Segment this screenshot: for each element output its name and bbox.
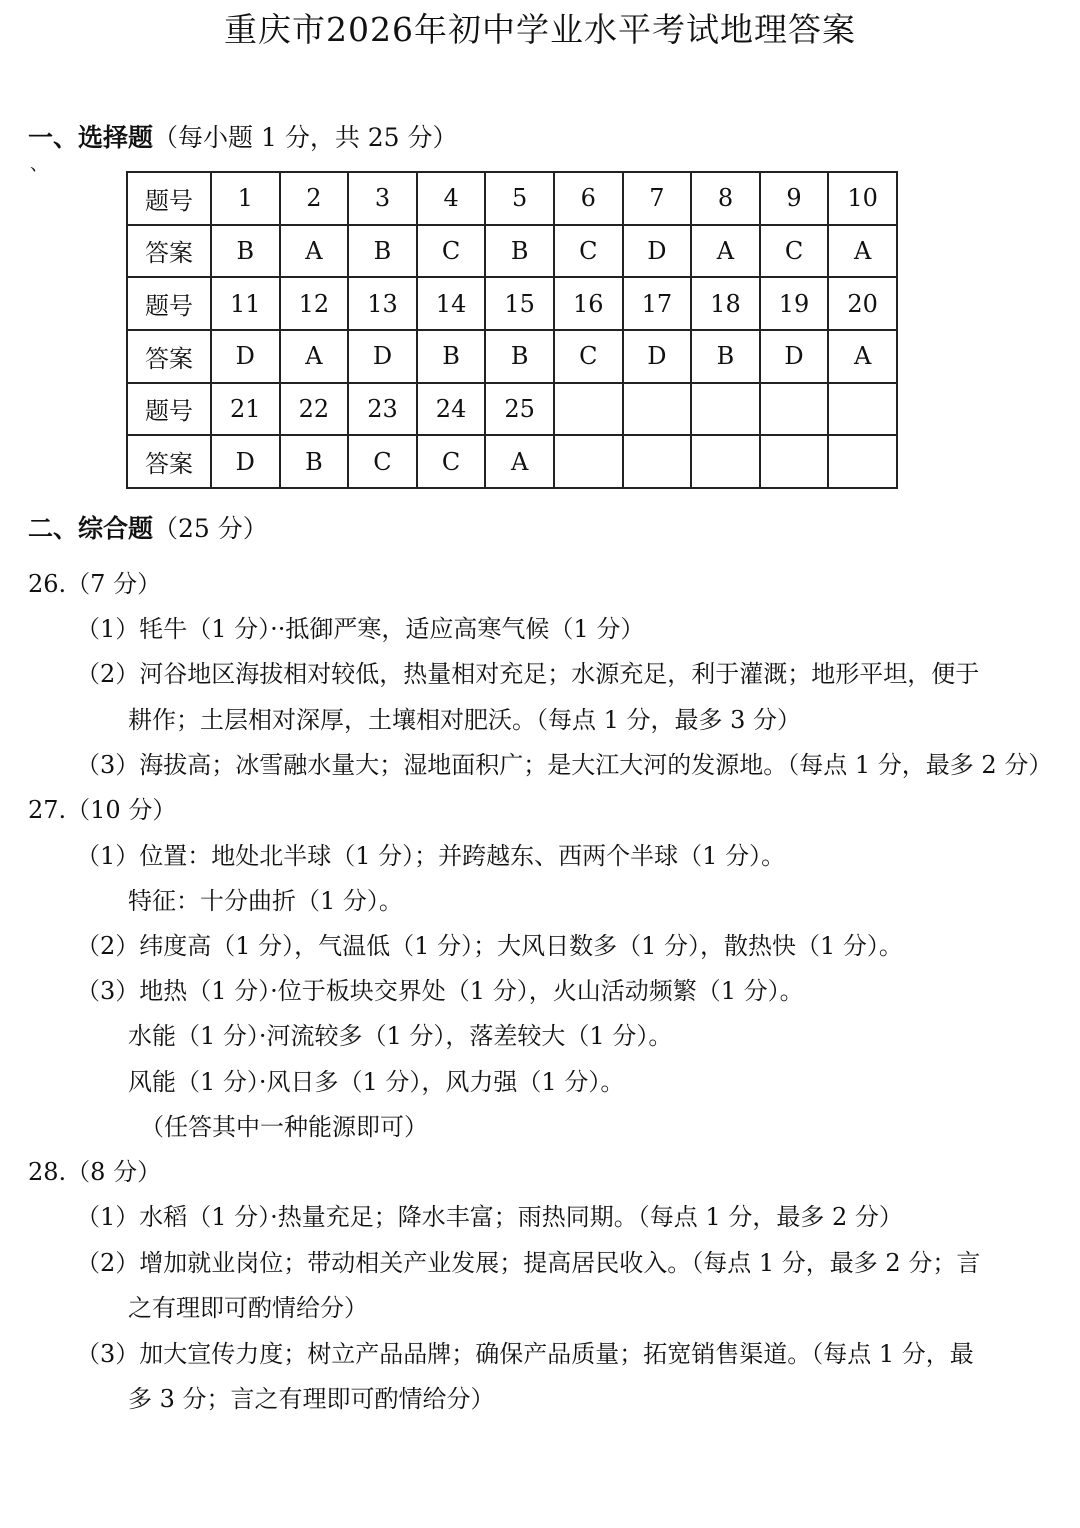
table-row xyxy=(127,277,897,330)
question-number: 16 xyxy=(554,277,623,330)
empty-cell xyxy=(691,383,760,436)
answer-cell: A xyxy=(280,330,349,383)
q27-part1-cont: 特征：十分曲折（1 分）。 xyxy=(128,887,403,915)
question-number: 8 xyxy=(691,172,760,225)
row-label: 题号 xyxy=(127,383,211,436)
answer-cell: A xyxy=(828,225,897,278)
answer-cell: B xyxy=(485,330,554,383)
q26-part3: （3）海拔高；冰雪融水量大；湿地面积广；是大江大河的发源地。（每点 1 分，最多 2 分） xyxy=(76,751,1053,779)
answer-cell: D xyxy=(211,330,280,383)
q28-part3: （3）加大宣传力度；树立产品品牌；确保产品质量；拓宽销售渠道。（每点 1 分，最 xyxy=(76,1340,974,1368)
question-number: 18 xyxy=(691,277,760,330)
question-number: 23 xyxy=(348,383,417,436)
question-number: 6 xyxy=(554,172,623,225)
table-row xyxy=(127,435,897,488)
question-27-header: 27.（10 分） xyxy=(28,796,177,824)
question-number: 20 xyxy=(828,277,897,330)
q28-part3-cont: 多 3 分；言之有理即可酌情给分） xyxy=(128,1385,495,1413)
question-number: 19 xyxy=(760,277,829,330)
empty-cell xyxy=(760,383,829,436)
q28-part1: （1）水稻（1 分）·热量充足；降水丰富；雨热同期。（每点 1 分，最多 2 分） xyxy=(76,1203,903,1231)
question-number: 15 xyxy=(485,277,554,330)
question-number: 7 xyxy=(623,172,692,225)
answer-cell: C xyxy=(554,225,623,278)
question-number: 22 xyxy=(280,383,349,436)
answer-cell: A xyxy=(691,225,760,278)
row-label: 题号 xyxy=(127,172,211,225)
section2-heading-text: 二、综合题 xyxy=(28,514,154,543)
answer-cell: C xyxy=(554,330,623,383)
table-row xyxy=(127,330,897,383)
question-number: 5 xyxy=(485,172,554,225)
answer-cell: C xyxy=(417,225,486,278)
page-title: 重庆市2026年初中学业水平考试地理答案 xyxy=(224,10,856,49)
table-row xyxy=(127,225,897,278)
answer-cell: D xyxy=(623,330,692,383)
answer-cell: B xyxy=(485,225,554,278)
answer-cell: C xyxy=(348,435,417,488)
table-row xyxy=(127,172,897,225)
row-label: 题号 xyxy=(127,277,211,330)
question-number: 17 xyxy=(623,277,692,330)
answer-cell: D xyxy=(348,330,417,383)
section2-heading xyxy=(28,509,268,545)
question-number: 4 xyxy=(417,172,486,225)
q27-part3-hydro: 水能（1 分）·河流较多（1 分），落差较大（1 分）。 xyxy=(128,1022,673,1050)
q28-part2-cont: 之有理即可酌情给分） xyxy=(128,1294,368,1322)
row-label: 答案 xyxy=(127,225,211,278)
answer-cell: A xyxy=(280,225,349,278)
empty-cell xyxy=(623,383,692,436)
answer-cell: B xyxy=(280,435,349,488)
q27-part3-wind: 风能（1 分）·风日多（1 分），风力强（1 分）。 xyxy=(128,1068,625,1096)
stray-mark: 、 xyxy=(30,154,48,175)
empty-cell xyxy=(760,435,829,488)
section1-note: （每小题 1 分，共 25 分） xyxy=(153,123,458,152)
section1-heading-text: 一、选择题 xyxy=(28,123,154,152)
answer-cell: B xyxy=(348,225,417,278)
section2-note: （25 分） xyxy=(153,514,268,543)
q28-part2: （2）增加就业岗位；带动相关产业发展；提高居民收入。（每点 1 分，最多 2 分；言 xyxy=(76,1249,981,1277)
empty-cell xyxy=(554,383,623,436)
answer-cell: B xyxy=(691,330,760,383)
question-number: 11 xyxy=(211,277,280,330)
question-number: 13 xyxy=(348,277,417,330)
question-26-header: 26.（7 分） xyxy=(28,570,162,598)
empty-cell xyxy=(623,435,692,488)
question-number: 2 xyxy=(280,172,349,225)
question-number: 24 xyxy=(417,383,486,436)
question-number: 9 xyxy=(760,172,829,225)
q27-part3: （3）地热（1 分）·位于板块交界处（1 分），火山活动频繁（1 分）。 xyxy=(76,977,804,1005)
section1-heading xyxy=(28,118,458,154)
question-number: 3 xyxy=(348,172,417,225)
answer-cell: C xyxy=(760,225,829,278)
question-number: 21 xyxy=(211,383,280,436)
question-number: 25 xyxy=(485,383,554,436)
empty-cell xyxy=(554,435,623,488)
q27-part1: （1）位置：地处北半球（1 分）；并跨越东、西两个半球（1 分）。 xyxy=(76,842,786,870)
table-row xyxy=(127,383,897,436)
question-number: 10 xyxy=(828,172,897,225)
empty-cell xyxy=(691,435,760,488)
row-label: 答案 xyxy=(127,435,211,488)
answer-cell: B xyxy=(417,330,486,383)
question-number: 12 xyxy=(280,277,349,330)
answer-cell: C xyxy=(417,435,486,488)
answer-cell: D xyxy=(760,330,829,383)
answer-cell: D xyxy=(211,435,280,488)
answer-cell: A xyxy=(828,330,897,383)
q27-part3-note: （任答其中一种能源即可） xyxy=(140,1113,428,1141)
question-number: 1 xyxy=(211,172,280,225)
empty-cell xyxy=(828,435,897,488)
question-28-header: 28.（8 分） xyxy=(28,1158,162,1186)
answer-table xyxy=(126,171,898,489)
q27-part2: （2）纬度高（1 分），气温低（1 分）；大风日数多（1 分），散热快（1 分）。 xyxy=(76,932,903,960)
answer-cell: B xyxy=(211,225,280,278)
q26-part2-cont: 耕作；土层相对深厚，土壤相对肥沃。（每点 1 分，最多 3 分） xyxy=(128,706,802,734)
q26-part1: （1）牦牛（1 分）··抵御严寒，适应高寒气候（1 分） xyxy=(76,615,645,643)
q26-part2: （2）河谷地区海拔相对较低，热量相对充足；水源充足，利于灌溉；地形平坦，便于 xyxy=(76,660,980,688)
row-label: 答案 xyxy=(127,330,211,383)
question-number: 14 xyxy=(417,277,486,330)
answer-cell: D xyxy=(623,225,692,278)
answer-cell: A xyxy=(485,435,554,488)
empty-cell xyxy=(828,383,897,436)
